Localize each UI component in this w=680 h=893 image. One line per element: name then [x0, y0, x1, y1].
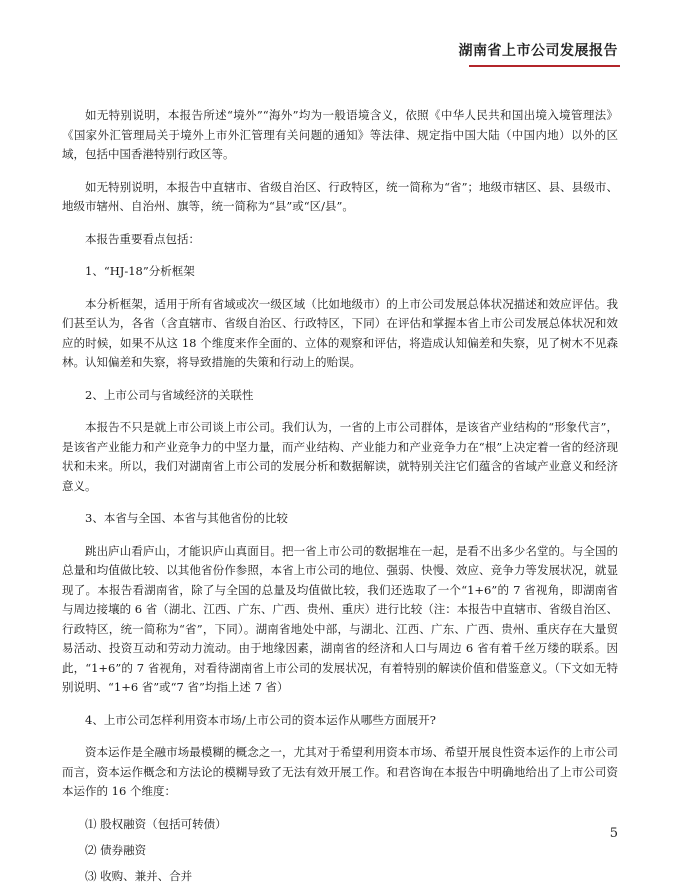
- page-number: 5: [609, 826, 618, 841]
- paragraph-capital-operation: 资本运作是全融市场最模糊的概念之一，尤其对于希望利用资本市场、希望开展良性资本运作的上市公司而言，资本运作概念和方法论的模糊导致了无法有效开展工作。和君咨询在本报告中明确地给出了上市公司资本运作的 16 个维度：: [62, 745, 618, 798]
- paragraph-highlights-intro: 本报告重要看点包括：: [85, 231, 200, 246]
- paragraph-province-definition: 如无特别说明，本报告中直辖市、省级自治区、行政特区，统一简称为“省”；地级市辖区、县、县级市、地级市辖州、自治州、旗等，统一简称为“县”或“区/县”。: [62, 179, 618, 213]
- paragraph-comparison: 跳出庐山看庐山，才能识庐山真面目。把一省上市公司的数据堆在一起，是看不出多少名堂的。与全国的总量和均值做比较、以其他省份作参照，本省上市公司的地位、强弱、快慢、效应、竞争力等发展状况，就显现了。本报告看湖南省，除了与全国的总量及均值做比较，我们还选取了一个“1+6”的 7 省视角，即湖南省与周边接壤的 6 省（湖北、江西、广东、广西、贵州、重庆）进行比较（注：本报告中直辖市、省级自治区、行政特区，统一简称为“省”，下同）。湖南省地处中部，与湖北、江西、广东、广西、贵州、重庆存在大量贸易活动、投资互动和劳动力流动。由于地缘因素，湖南省的经济和人口与周边 6 省有着千丝万缕的联系。因此，“1+6”的 7 省视角，对看待湖南省上市公司的发展状况，有着特别的解读价值和借鉴意义。（下文如无特别说明、“1+6 省”或“7 省”均指上述 7 省）: [62, 543, 618, 694]
- header-title: 湖南省上市公司发展报告: [458, 43, 618, 59]
- list-item: ⑶ 收购、兼并、合并: [85, 868, 193, 883]
- paragraph-overseas-definition: 如无特别说明，本报告所述“境外”“海外”均为一般语境含义，依照《中华人民共和国出境入境管理法》《国家外汇管理局关于境外上市外汇管理有关问题的通知》等法律、规定指中国大陆（中国内地）以外的区域，包括中国香港特别行政区等。: [62, 108, 618, 161]
- paragraph-economy-link: 本报告不只是就上市公司谈上市公司。我们认为，一省的上市公司群体，是该省产业结构的“形象代言”，是该省产业能力和产业竞争力的中坚力量，而产业结构、产业能力和产业竞争力在“根”上决定着一省的经济现状和未来。所以，我们对湖南省上市公司的发展分析和数据解读，就特别关注它们蕴含的省域产业意义和经济意义。: [62, 420, 618, 493]
- document-body: [62, 106, 618, 893]
- section-heading-2: 2、上市公司与省域经济的关联性: [85, 387, 254, 402]
- header-rule: [469, 65, 620, 67]
- section-heading-1: 1、“HJ-18”分析框架: [85, 264, 195, 278]
- paragraph-framework: 本分析框架，适用于所有省域或次一级区域（比如地级市）的上市公司发展总体状况描述和效应评估。我们甚至认为，各省（含直辖市、省级自治区、行政特区，下同）在评估和掌握本省上市公司发展总体状况和效应的时候，如果不从这 18 个维度来作全面的、立体的观察和评估，将造成认知偏差和失察，见了树木不见森林。认知偏差和失察，将导致措施的失策和行动上的贻误。: [62, 296, 618, 369]
- section-heading-4: 4、上市公司怎样利用资本市场/上市公司的资本运作从哪些方面展开?: [85, 712, 436, 727]
- list-item: ⑵ 债券融资: [85, 842, 147, 857]
- section-heading-3: 3、本省与全国、本省与其他省份的比较: [85, 511, 288, 525]
- list-item: ⑴ 股权融资（包括可转债）: [85, 816, 227, 831]
